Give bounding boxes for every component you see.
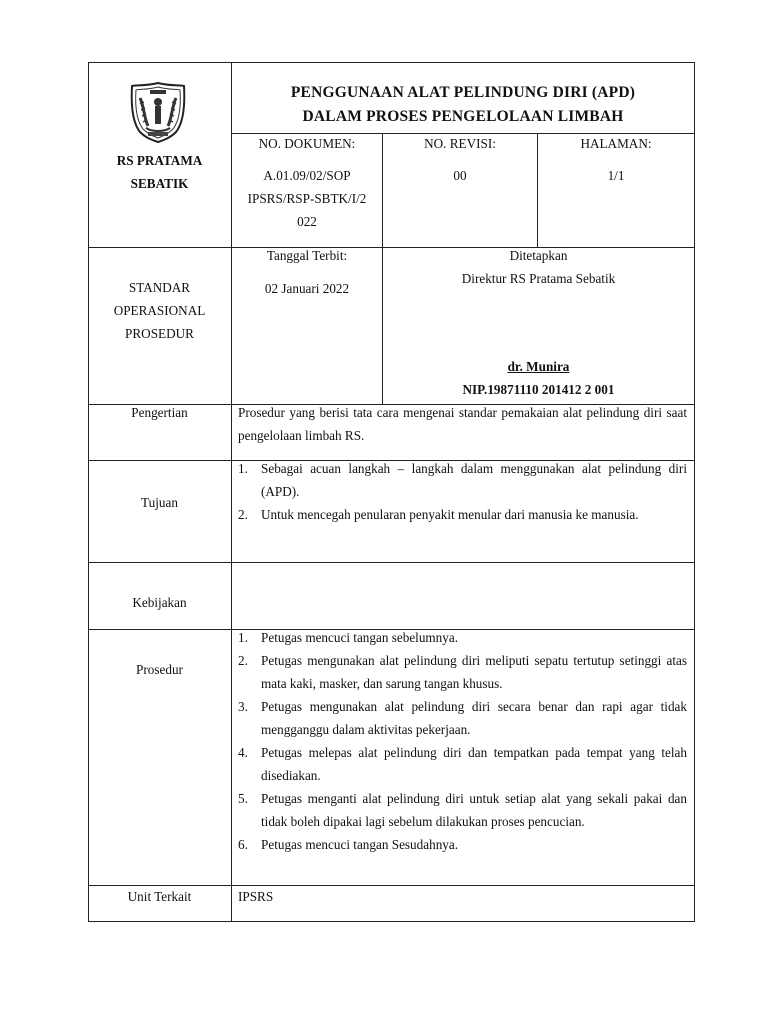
list-item-text: Untuk mencegah penularan penyakit menular dari manusia ke manusia. [261,507,639,522]
page-cell [538,132,694,187]
title-line1: PENGGUNAAN ALAT PELINDUNG DIRI (APD) [290,84,636,101]
revision-value: 00 [453,168,467,183]
prosedur-label: Prosedur [136,662,183,677]
sop-label-line1: STANDAR [128,280,191,295]
list-item-text: Petugas mengunakan alat pelindung diri secara benar dan rapi agar tidak mengganggu dalam aktivitas pekerjaan. [261,699,687,737]
approved-label: Ditetapkan [509,248,568,263]
list-item-number: 4. [238,745,248,760]
tujuan-label: Tujuan [141,495,178,510]
doc-number-label: NO. DOKUMEN: [258,136,356,151]
issue-date-cell [232,244,382,300]
page-label: HALAMAN: [580,136,652,151]
list-item-number: 5. [238,791,248,806]
doc-number-line3: 022 [297,214,317,229]
list-item-text: Sebagai acuan langkah – langkah dalam menggunakan alat pelindung diri (APD). [261,461,687,499]
list-item-text: Petugas menganti alat pelindung diri untuk setiap alat yang sekali pakai dan tidak boleh dipakai lagi sebelum dilakukan proses pencucian. [261,791,687,829]
pengertian-text: Prosedur yang berisi tata cara mengenai standar pemakaian alat pelindung diri saat pengelolaan limbah RS. [238,405,687,443]
signer-nip: NIP.19871110 201412 2 001 [462,382,615,397]
title-line2: DALAM PROSES PENGELOLAAN LIMBAH [302,108,624,125]
doc-number-cell [232,132,382,233]
signature-block [383,355,694,401]
list-item-number: 1. [238,630,248,645]
approval-cell [383,244,694,290]
unit-terkait-label: Unit Terkait [127,889,192,904]
table-border-right [694,62,695,922]
page-value: 1/1 [607,168,625,183]
hospital-name-line2: SEBATIK [130,176,189,191]
prosedur-list [238,626,687,856]
table-border-top [88,62,695,63]
doc-number-line2: IPSRS/RSP-SBTK/I/2 [247,191,367,206]
list-item-number: 2. [238,653,248,668]
document-title [232,81,694,129]
list-item-number: 2. [238,507,248,522]
kebijakan-label: Kebijakan [132,595,187,610]
list-item [238,503,687,526]
list-item-text: Petugas melepas alat pelindung diri dan tempatkan pada tempat yang telah disediakan. [261,745,687,783]
list-item [238,695,687,741]
list-item [238,626,687,649]
list-item [238,741,687,787]
list-item-number: 1. [238,461,248,476]
list-item-text: Petugas mencuci tangan Sesudahnya. [261,837,459,852]
sop-label [88,276,231,345]
row-divider-tujuan [88,562,695,563]
table-border-bottom [88,921,695,922]
issue-date-value: 02 Januari 2022 [264,281,350,296]
revision-label: NO. REVISI: [424,136,496,151]
list-item-number: 6. [238,837,248,852]
pengertian-label: Pengertian [131,405,188,420]
doc-number-line1: A.01.09/02/SOP [263,168,351,183]
tujuan-list [238,457,687,526]
hospital-name-line1: RS PRATAMA [116,153,203,168]
signer-name: dr. Munira [507,359,570,374]
list-item-number: 3. [238,699,248,714]
list-item [238,649,687,695]
hospital-name [88,149,231,195]
unit-terkait-value: IPSRS [238,889,274,904]
sop-label-line3: PROSEDUR [125,326,194,341]
sop-label-line2: OPERASIONAL [113,303,206,318]
approved-by: Direktur RS Pratama Sebatik [461,271,616,286]
list-item-text: Petugas mengunakan alat pelindung diri meliputi sepatu tertutup setinggi atas mata kaki, masker, dan sarung tangan khusus. [261,653,687,691]
list-item [238,457,687,503]
list-item-text: Petugas mencuci tangan sebelumnya. [261,630,459,645]
list-item [238,833,687,856]
list-item [238,787,687,833]
hospital-crest-icon [126,80,190,144]
revision-cell [383,132,537,187]
issue-date-label: Tanggal Terbit: [266,248,348,263]
